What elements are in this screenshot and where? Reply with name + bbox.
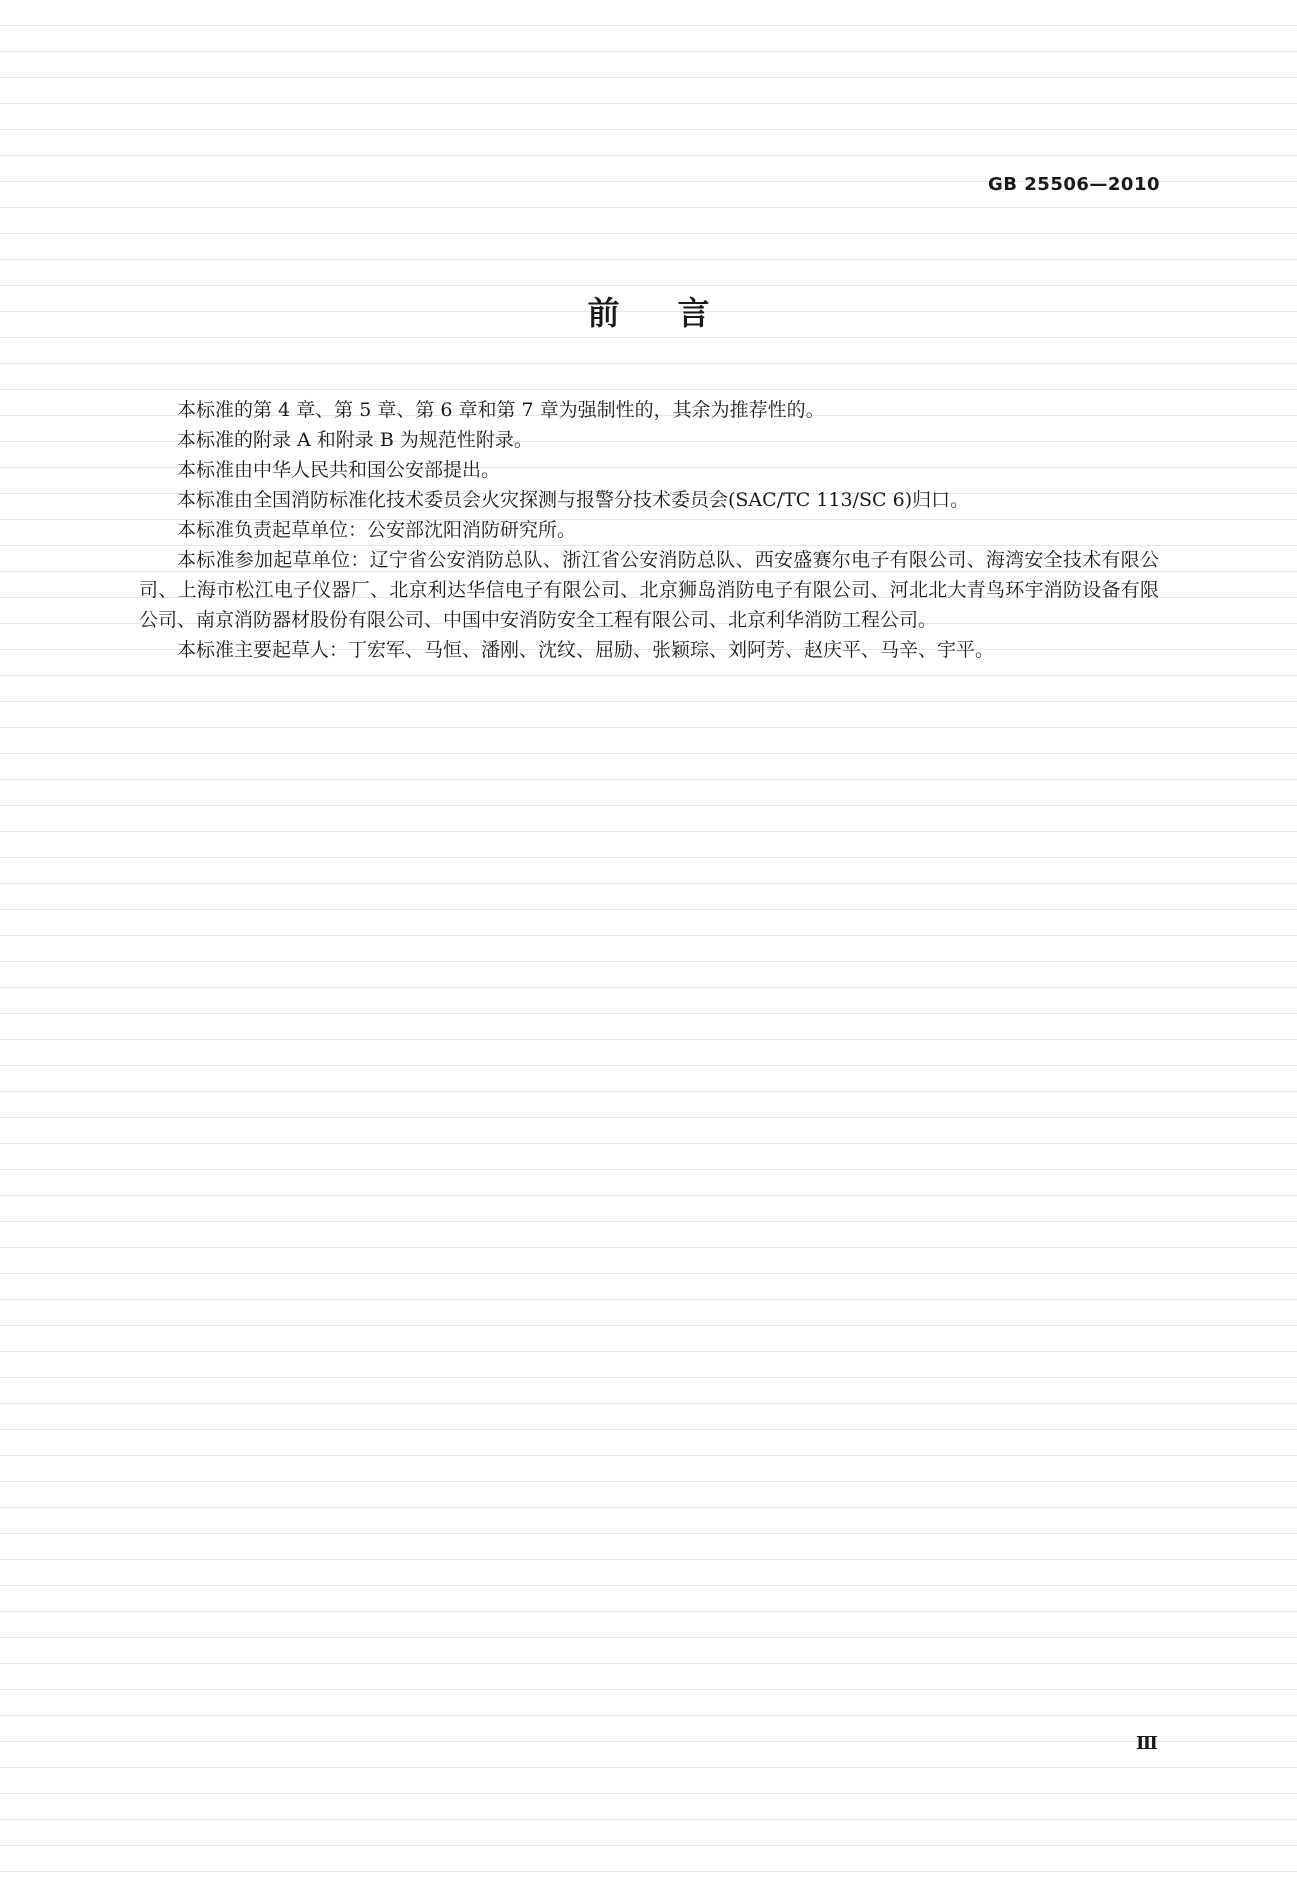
paragraph-drafting-unit: 本标准负责起草单位：公安部沈阳消防研究所。 — [177, 519, 577, 541]
paragraph-mandatory-chapters: 本标准的第 4 章、第 5 章、第 6 章和第 7 章为强制性的，其余为推荐性的。 — [177, 399, 825, 421]
paragraph-annexes: 本标准的附录 A 和附录 B 为规范性附录。 — [177, 429, 533, 451]
standard-code: GB 25506—2010 — [988, 174, 1160, 195]
page-number: Ⅲ — [1136, 1733, 1158, 1754]
page-title: 前言 — [587, 294, 768, 332]
paragraph-proposer: 本标准由中华人民共和国公安部提出。 — [177, 459, 501, 481]
paragraph-main-drafters: 本标准主要起草人：丁宏军、马恒、潘刚、沈纹、屈励、张颖琮、刘阿芳、赵庆平、马辛、宇平。 — [177, 639, 995, 661]
paragraph-technical-committee: 本标准由全国消防标准化技术委员会火灾探测与报警分技术委员会(SAC/TC 113/SC 6)归口。 — [177, 489, 970, 511]
foreword-body — [139, 395, 1159, 665]
paragraph-participating-units: 本标准参加起草单位：辽宁省公安消防总队、浙江省公安消防总队、西安盛赛尔电子有限公司、海湾安全技术有限公司、上海市松江电子仪器厂、北京利达华信电子有限公司、北京狮岛消防电子有限公司、河北北大青鸟环宇消防设备有限公司、南京消防器材股份有限公司、中国中安消防安全工程有限公司、北京利华消防工程公司。 — [139, 549, 1159, 631]
